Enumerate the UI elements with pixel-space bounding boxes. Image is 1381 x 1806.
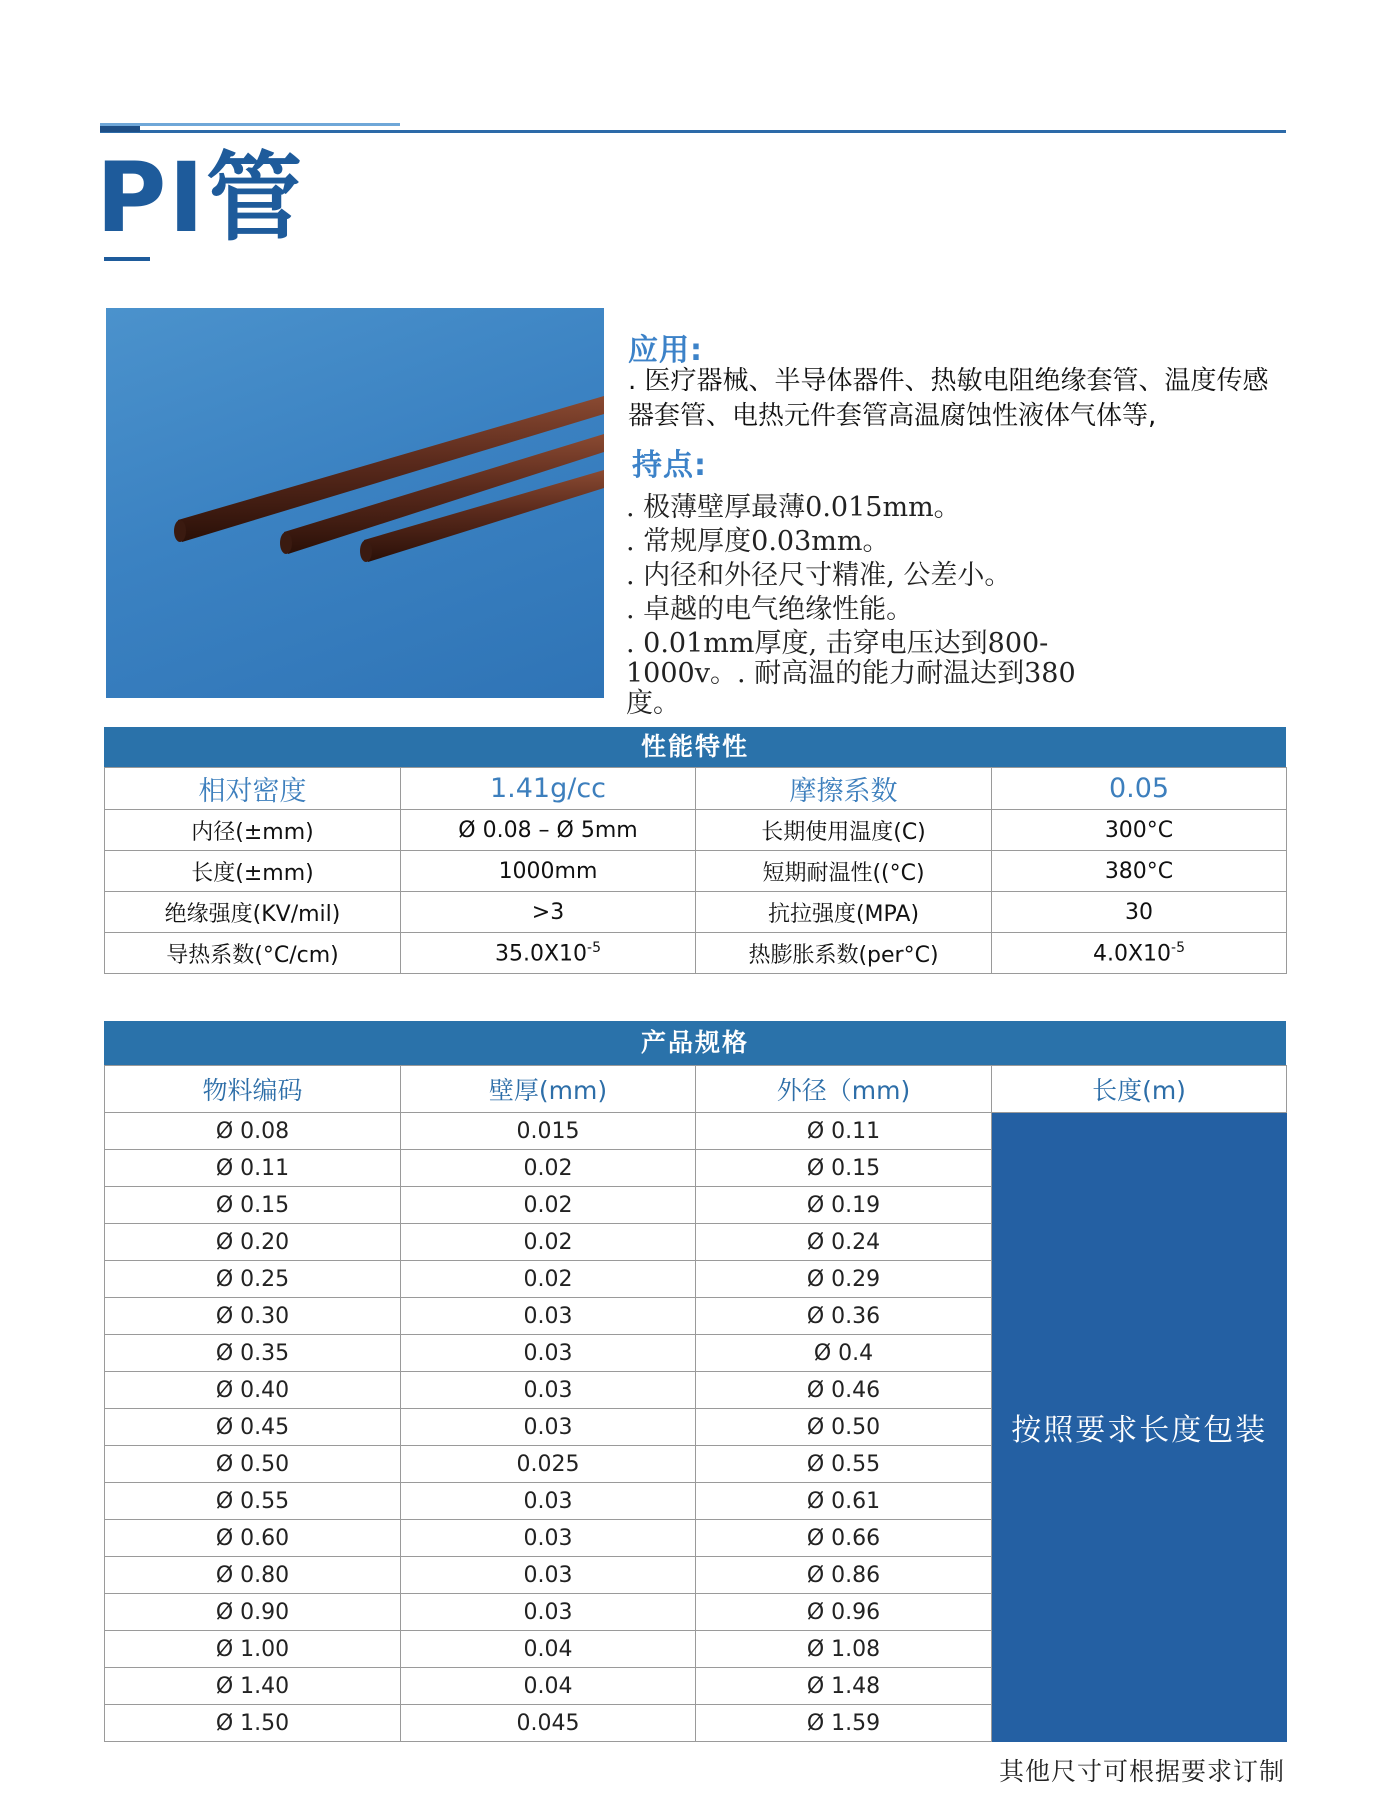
perf-value: 1.41g/cc [401, 768, 696, 810]
spec-material-code: Ø 0.25 [105, 1261, 401, 1298]
header-rule [100, 130, 1286, 133]
spec-wall-thickness: 0.04 [401, 1668, 696, 1705]
perf-value: >3 [401, 892, 696, 933]
perf-label: 导热系数(°C/cm) [105, 933, 401, 974]
spec-wall-thickness: 0.03 [401, 1409, 696, 1446]
perf-value-base: 4.0X10 [1092, 941, 1172, 967]
page-title: PI管 [96, 142, 305, 254]
spec-material-code: Ø 0.40 [105, 1372, 401, 1409]
spec-outer-diameter: Ø 0.55 [696, 1446, 992, 1483]
spec-wall-thickness: 0.045 [401, 1705, 696, 1742]
spec-wall-thickness: 0.03 [401, 1557, 696, 1594]
perf-value: 380°C [992, 851, 1287, 892]
spec-wall-thickness: 0.025 [401, 1446, 696, 1483]
spec-header: 外径（mm) [696, 1066, 992, 1113]
spec-outer-diameter: Ø 0.86 [696, 1557, 992, 1594]
perf-value [992, 933, 1287, 974]
spec-material-code: Ø 0.15 [105, 1187, 401, 1224]
table-row [105, 810, 1287, 851]
feature-item: . 0.01mm厚度, 击穿电压达到800-1000v。. 耐高温的能力耐温达到380度。 [626, 628, 1076, 719]
application-text: . 医疗器械、半导体器件、热敏电阻绝缘套管、温度传感器套管、电热元件套管高温腐蚀性液体气体等, [628, 366, 1269, 431]
table-row [105, 892, 1287, 933]
spec-wall-thickness: 0.04 [401, 1631, 696, 1668]
spec-material-code: Ø 1.00 [105, 1631, 401, 1668]
custom-size-note: 其他尺寸可根据要求订制 [998, 1757, 1285, 1786]
spec-wall-thickness: 0.03 [401, 1372, 696, 1409]
perf-label: 长期使用温度(C) [696, 810, 992, 851]
perf-label: 摩擦系数 [696, 768, 992, 810]
perf-label: 长度(±mm) [105, 851, 401, 892]
perf-value: Ø 0.08 – Ø 5mm [401, 810, 696, 851]
spec-header: 壁厚(mm) [401, 1066, 696, 1113]
spec-outer-diameter: Ø 0.66 [696, 1520, 992, 1557]
spec-wall-thickness: 0.02 [401, 1224, 696, 1261]
spec-wall-thickness: 0.03 [401, 1520, 696, 1557]
spec-outer-diameter: Ø 0.19 [696, 1187, 992, 1224]
spec-wall-thickness: 0.03 [401, 1483, 696, 1520]
perf-value-exponent: -5 [587, 939, 602, 956]
spec-outer-diameter: Ø 0.46 [696, 1372, 992, 1409]
table-row [105, 933, 1287, 974]
spec-wall-thickness: 0.03 [401, 1335, 696, 1372]
features-list [626, 493, 1096, 719]
spec-outer-diameter: Ø 0.96 [696, 1594, 992, 1631]
perf-value: 300°C [992, 810, 1287, 851]
spec-wall-thickness: 0.015 [401, 1113, 696, 1150]
title-underline [104, 257, 150, 261]
spec-material-code: Ø 0.30 [105, 1298, 401, 1335]
perf-value: 1000mm [401, 851, 696, 892]
header-rule-marker [100, 126, 140, 132]
spec-outer-diameter: Ø 1.48 [696, 1668, 992, 1705]
perf-value: 30 [992, 892, 1287, 933]
spec-table-title: 产品规格 [104, 1021, 1286, 1065]
spec-material-code: Ø 0.60 [105, 1520, 401, 1557]
performance-table-title: 性能特性 [104, 727, 1286, 767]
spec-outer-diameter: Ø 0.29 [696, 1261, 992, 1298]
table-row [105, 851, 1287, 892]
perf-value-exponent: -5 [1171, 939, 1186, 956]
table-row [105, 768, 1287, 810]
spec-outer-diameter: Ø 0.36 [696, 1298, 992, 1335]
spec-material-code: Ø 0.35 [105, 1335, 401, 1372]
feature-item: . 常规厚度0.03mm。 [626, 526, 890, 557]
perf-label: 内径(±mm) [105, 810, 401, 851]
spec-outer-diameter: Ø 1.59 [696, 1705, 992, 1742]
pi-tubes-image [106, 308, 604, 698]
spec-outer-diameter: Ø 0.4 [696, 1335, 992, 1372]
spec-material-code: Ø 1.50 [105, 1705, 401, 1742]
table-row [105, 1113, 1287, 1150]
spec-material-code: Ø 1.40 [105, 1668, 401, 1705]
spec-material-code: Ø 0.20 [105, 1224, 401, 1261]
spec-wall-thickness: 0.03 [401, 1298, 696, 1335]
spec-outer-diameter: Ø 0.15 [696, 1150, 992, 1187]
perf-value-base: 35.0X10 [494, 941, 588, 967]
spec-material-code: Ø 0.11 [105, 1150, 401, 1187]
perf-label: 短期耐温性((°C) [696, 851, 992, 892]
length-packaging-note: 按照要求长度包装 [992, 1113, 1287, 1742]
perf-label: 相对密度 [105, 768, 401, 810]
header-accent-line [100, 123, 400, 126]
spec-outer-diameter: Ø 0.24 [696, 1224, 992, 1261]
performance-table [104, 767, 1287, 974]
perf-value: 0.05 [992, 768, 1287, 810]
feature-item: . 内径和外径尺寸精准, 公差小。 [626, 560, 1012, 591]
spec-material-code: Ø 0.90 [105, 1594, 401, 1631]
spec-outer-diameter: Ø 0.61 [696, 1483, 992, 1520]
spec-header: 长度(m) [992, 1066, 1287, 1113]
spec-material-code: Ø 0.45 [105, 1409, 401, 1446]
spec-header-row [105, 1066, 1287, 1113]
spec-material-code: Ø 0.08 [105, 1113, 401, 1150]
spec-wall-thickness: 0.03 [401, 1594, 696, 1631]
spec-material-code: Ø 0.80 [105, 1557, 401, 1594]
perf-label: 热膨胀系数(per°C) [696, 933, 992, 974]
spec-header: 物料编码 [105, 1066, 401, 1113]
product-photo [106, 308, 604, 698]
application-heading: 应用: [628, 333, 703, 368]
perf-label: 抗拉强度(MPA) [696, 892, 992, 933]
features-heading: 持点: [632, 448, 707, 483]
spec-outer-diameter: Ø 0.11 [696, 1113, 992, 1150]
spec-material-code: Ø 0.55 [105, 1483, 401, 1520]
spec-wall-thickness: 0.02 [401, 1187, 696, 1224]
spec-material-code: Ø 0.50 [105, 1446, 401, 1483]
spec-outer-diameter: Ø 1.08 [696, 1631, 992, 1668]
spec-outer-diameter: Ø 0.50 [696, 1409, 992, 1446]
perf-value [401, 933, 696, 974]
feature-item: . 卓越的电气绝缘性能。 [626, 594, 914, 625]
spec-wall-thickness: 0.02 [401, 1261, 696, 1298]
feature-item: . 极薄壁厚最薄0.015mm。 [626, 492, 961, 523]
spec-table [104, 1065, 1287, 1742]
perf-label: 绝缘强度(KV/mil) [105, 892, 401, 933]
spec-wall-thickness: 0.02 [401, 1150, 696, 1187]
